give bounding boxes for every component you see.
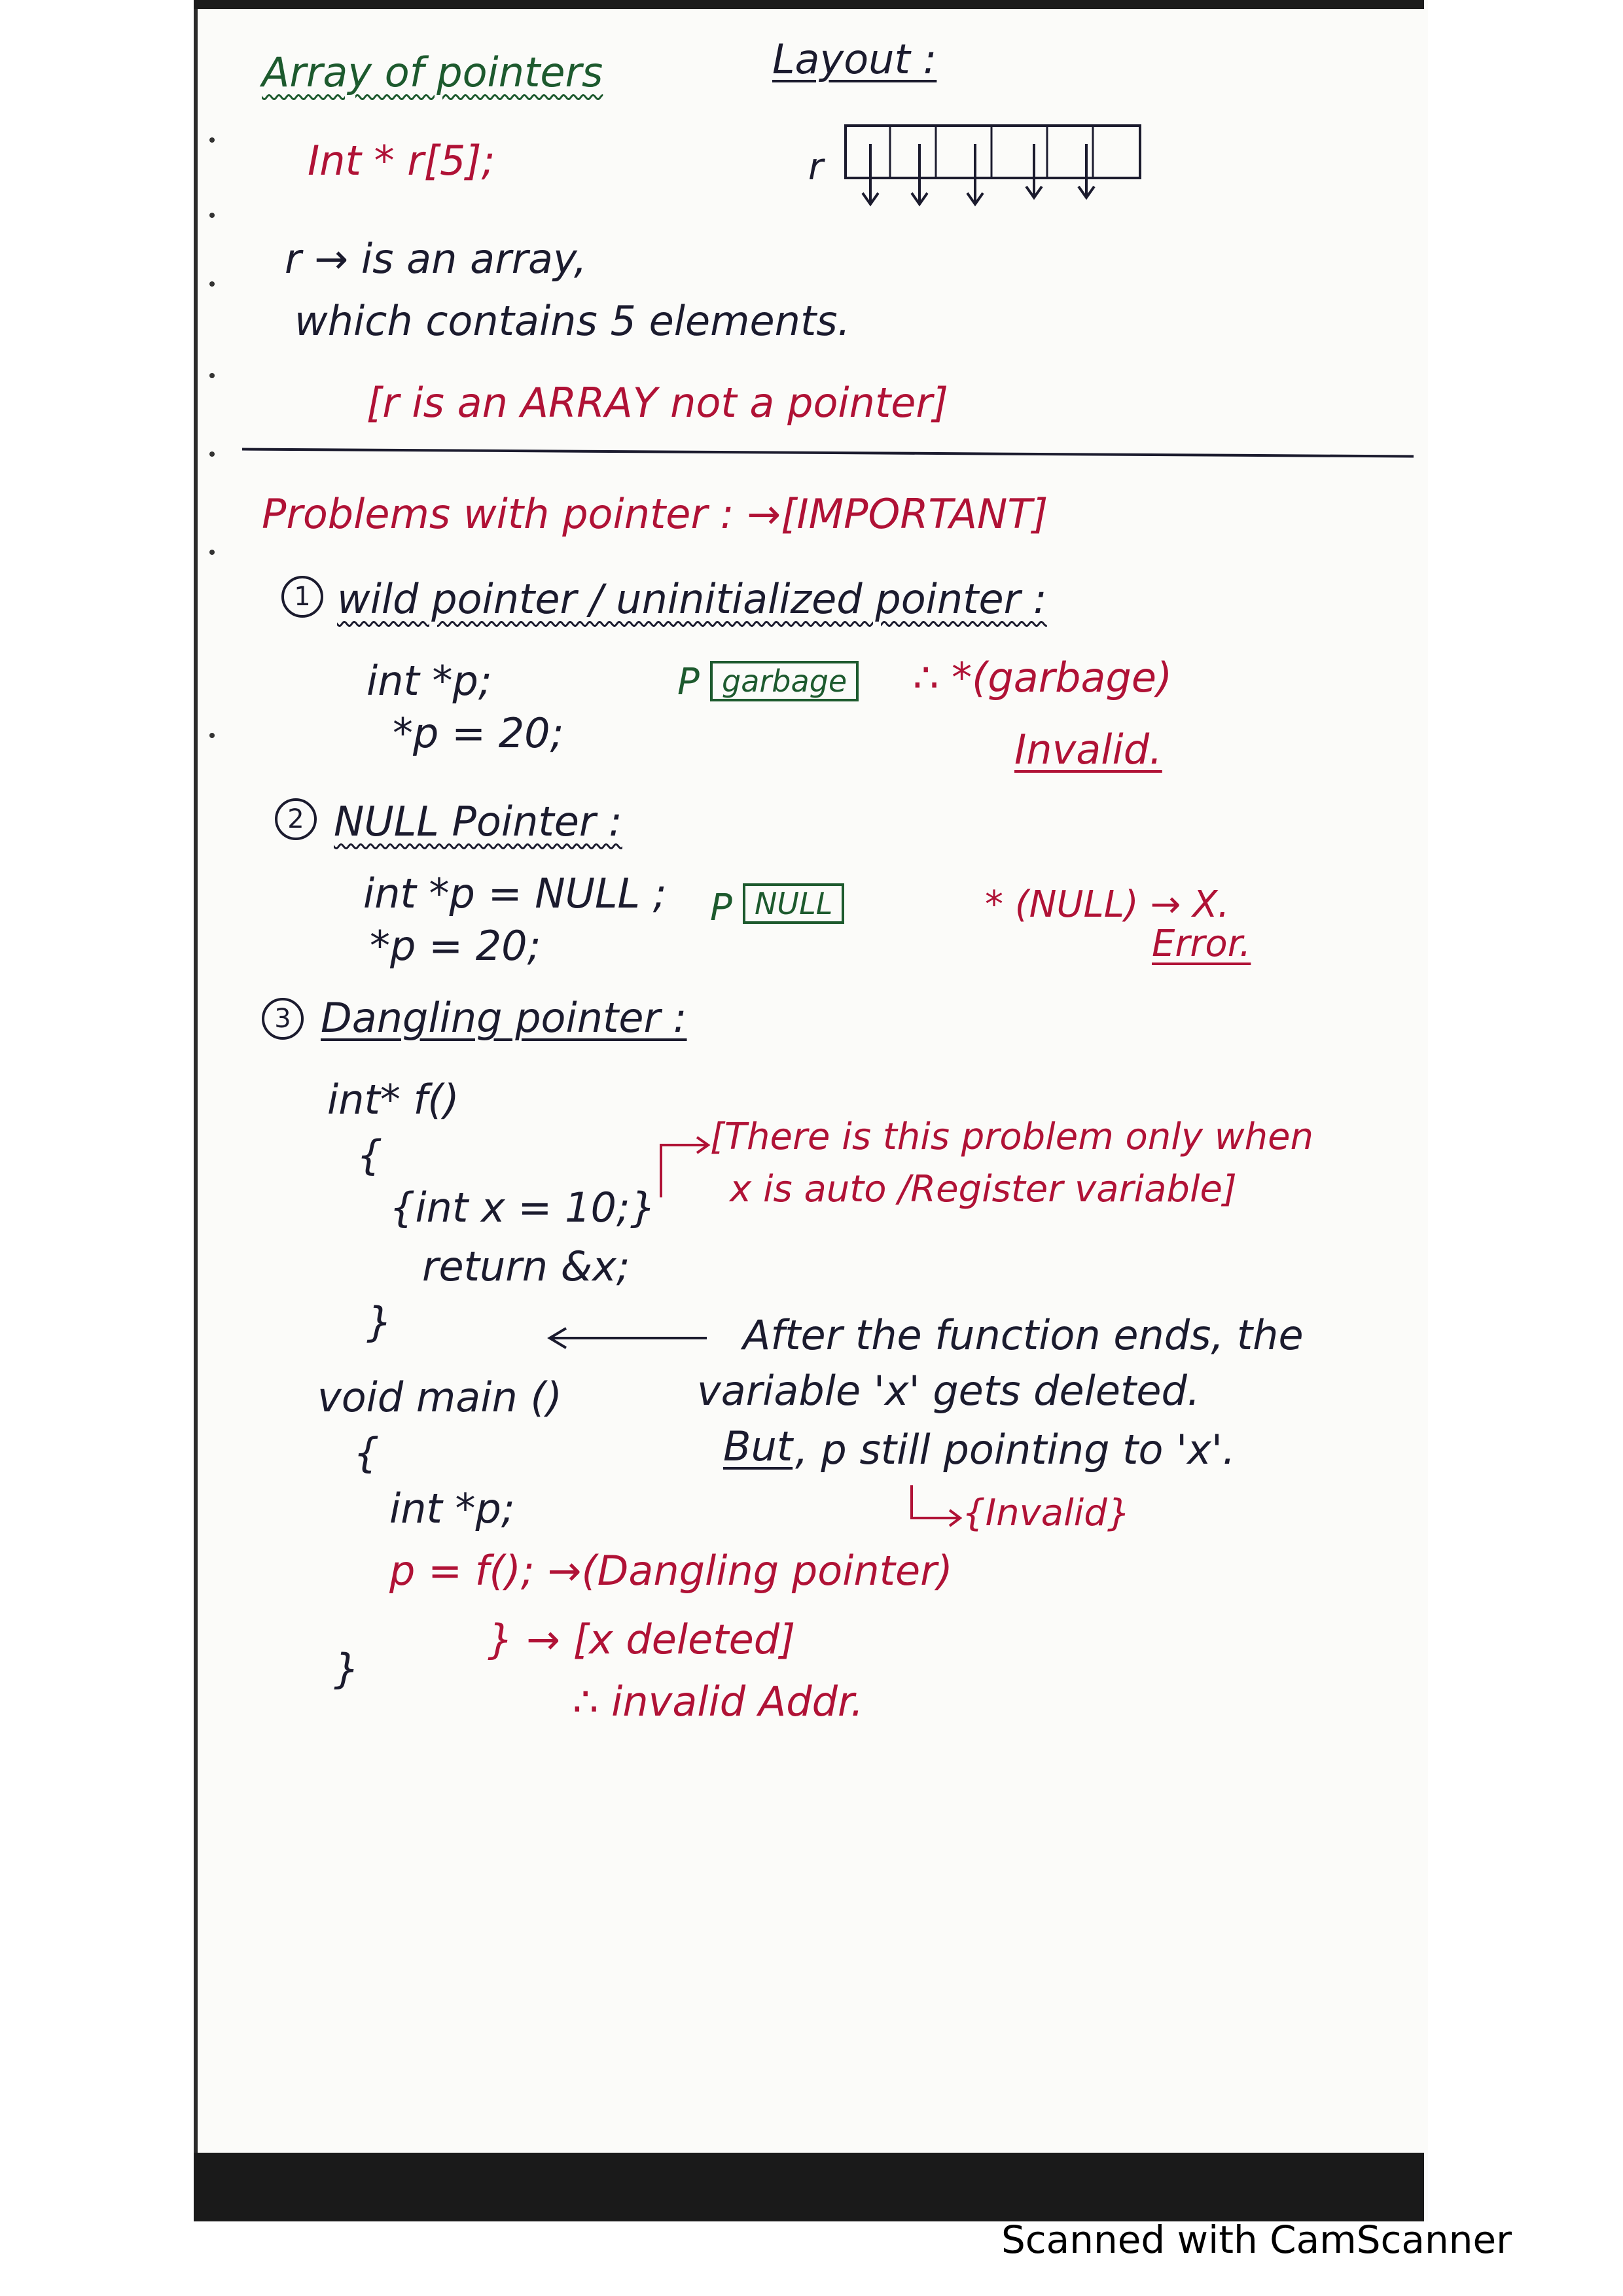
dangling-code-line: return &x; bbox=[422, 1243, 630, 1290]
dangling-code-line: { bbox=[353, 1429, 380, 1477]
scanner-watermark: Scanned with CamScanner bbox=[1001, 2217, 1512, 2262]
array-layout-diagram bbox=[844, 124, 1145, 209]
dangling-note-line2: x is auto /Register variable] bbox=[730, 1168, 1237, 1210]
margin-dot bbox=[209, 451, 215, 457]
null-comment: * (NULL) → X. bbox=[985, 883, 1230, 926]
dangling-code-line: int* f() bbox=[327, 1076, 459, 1123]
dangling-code-line: ∴ invalid Addr. bbox=[573, 1678, 864, 1725]
layout-label: Layout : bbox=[772, 35, 937, 83]
dangling-code-line: void main () bbox=[317, 1373, 562, 1421]
margin-dot bbox=[209, 281, 215, 287]
dangling-code-line: { bbox=[357, 1131, 383, 1179]
problems-heading: Problems with pointer : →[IMPORTANT] bbox=[262, 490, 1048, 538]
array-explanation-line1: r → is an array, bbox=[285, 235, 587, 283]
array-name-label: r bbox=[808, 146, 824, 188]
wild-code-line2: *p = 20; bbox=[393, 709, 564, 757]
margin-dot bbox=[209, 373, 215, 378]
array-note: [r is an ARRAY not a pointer] bbox=[366, 379, 949, 427]
null-var-label: P bbox=[710, 887, 732, 929]
null-code-line1: int *p = NULL ; bbox=[363, 870, 667, 917]
dangling-explain-line1: After the function ends, the bbox=[743, 1311, 1304, 1359]
section-title: Array of pointers bbox=[262, 48, 603, 96]
array-explanation-line2: which contains 5 elements. bbox=[294, 297, 851, 345]
margin-dot bbox=[209, 733, 215, 738]
wild-pointer-title: wild pointer / uninitialized pointer : bbox=[337, 575, 1047, 623]
dangling-explain-line3: , p still pointing to 'x'. bbox=[795, 1426, 1236, 1474]
invalid-pointer-arrow bbox=[906, 1482, 965, 1528]
margin-dot bbox=[209, 213, 215, 218]
wild-var-label: P bbox=[677, 661, 700, 703]
dangling-note-line1: [There is this problem only when bbox=[710, 1116, 1314, 1158]
dangling-code-line: int *p; bbox=[389, 1485, 515, 1532]
margin-dot bbox=[209, 550, 215, 555]
null-code-line2: *p = 20; bbox=[370, 922, 541, 970]
dangling-code-line: p = f(); →(Dangling pointer) bbox=[389, 1547, 953, 1595]
page-top-edge bbox=[194, 0, 1424, 9]
dangling-explain-line2: variable 'x' gets deleted. bbox=[697, 1367, 1200, 1415]
item-number-3: 3 bbox=[262, 998, 304, 1040]
page-bottom-edge bbox=[194, 2153, 1424, 2221]
dangling-code-line: } bbox=[366, 1298, 393, 1346]
item-number-2: 2 bbox=[275, 798, 317, 840]
garbage-box: garbage bbox=[710, 661, 859, 701]
dangling-explain-invalid: {Invalid} bbox=[962, 1492, 1131, 1534]
dangling-explain-but: But bbox=[723, 1422, 793, 1470]
note-connector-arrow bbox=[648, 1125, 720, 1204]
item-number-1: 1 bbox=[281, 576, 323, 618]
wild-result: Invalid. bbox=[1014, 726, 1162, 773]
wild-code-line1: int *p; bbox=[366, 657, 492, 705]
margin-dot bbox=[209, 137, 215, 143]
dangling-code-line: {int x = 10;} bbox=[389, 1184, 656, 1231]
dangling-code-line: } bbox=[334, 1645, 360, 1693]
dangling-pointer-title: Dangling pointer : bbox=[321, 994, 687, 1042]
array-declaration: Int * r[5]; bbox=[308, 137, 495, 185]
wild-comment: ∴ *(garbage) bbox=[913, 654, 1173, 701]
scan-margin bbox=[0, 0, 194, 2296]
dangling-code-line: } → [x deleted] bbox=[488, 1616, 796, 1663]
null-box: NULL bbox=[743, 883, 844, 924]
null-result: Error. bbox=[1152, 923, 1251, 965]
function-end-arrow bbox=[543, 1325, 713, 1351]
null-pointer-title: NULL Pointer : bbox=[334, 798, 622, 845]
